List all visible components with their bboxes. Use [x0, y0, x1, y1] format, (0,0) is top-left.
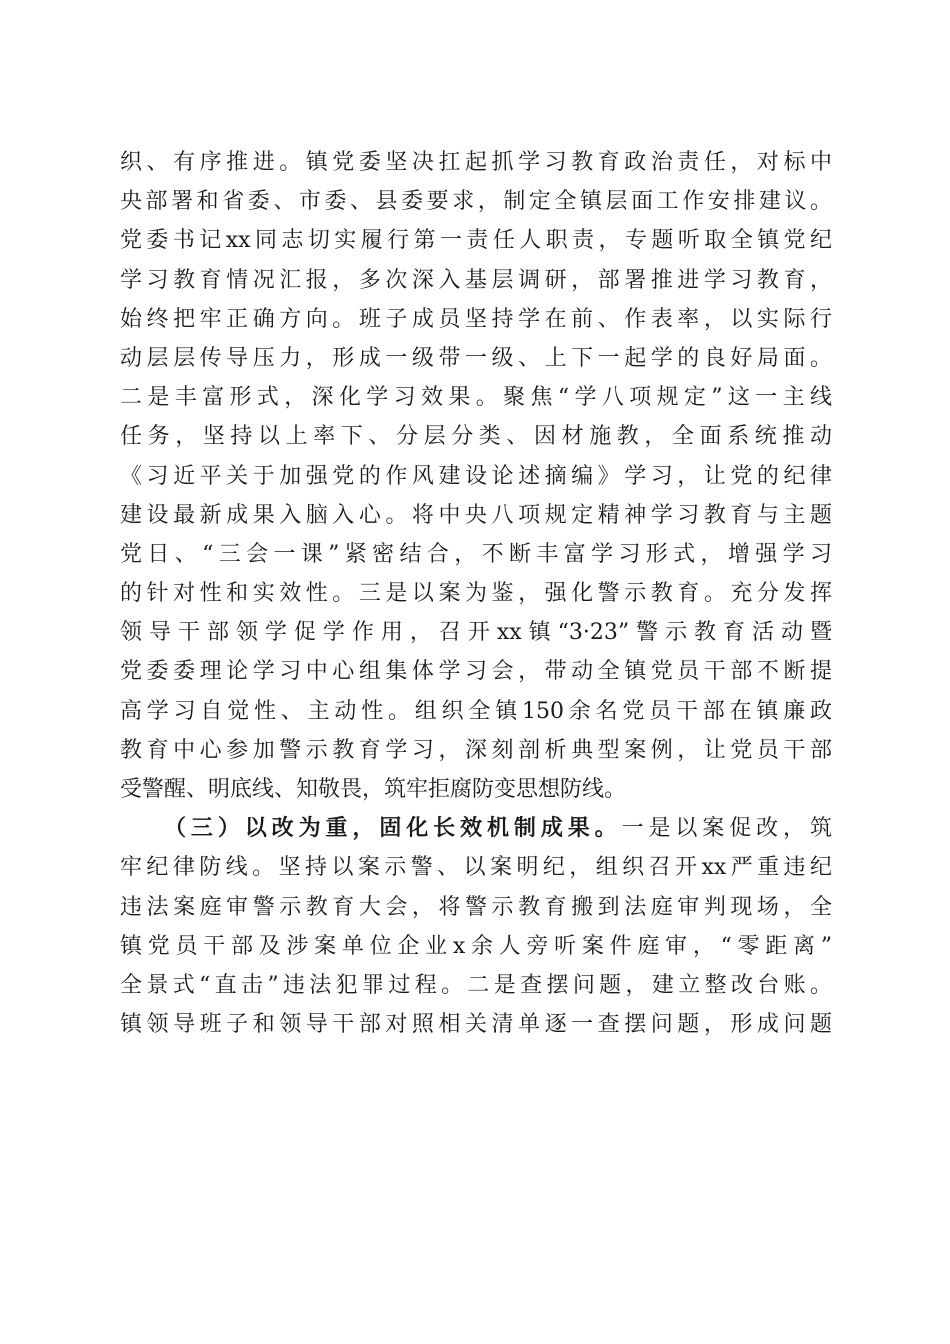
text-line: 党日、“三会一课”紧密结合，不断丰富学习形式，增强学习 [120, 541, 832, 567]
text-line: 牢纪律防线。坚持以案示警、以案明纪，组织召开xx严重违纪 [120, 855, 832, 881]
text-line: 高学习自觉性、主动性。组织全镇150余名党员干部在镇廉政 [120, 698, 832, 724]
section-heading-line [120, 809, 832, 848]
section-heading: （三）以改为重，固化长效机制成果。 [164, 815, 622, 842]
text-line: 学习教育情况汇报，多次深入基层调研，部署推进学习教育， [120, 267, 832, 293]
text-line: 的针对性和实效性。三是以案为鉴，强化警示教育。充分发挥 [120, 581, 832, 607]
text-line: 任务，坚持以上率下、分层分类、因材施教，全面系统推动 [120, 424, 832, 450]
text-line: 《习近平关于加强党的作风建设论述摘编》学习，让党的纪律 [120, 463, 832, 489]
text-line: 党委委理论学习中心组集体学习会，带动全镇党员干部不断提 [120, 659, 832, 685]
text-line: 始终把牢正确方向。班子成员坚持学在前、作表率，以实际行 [120, 306, 832, 332]
text-line: 全景式“直击”违法犯罪过程。二是查摆问题，建立整改台账。 [120, 972, 832, 998]
text-line: 动层层传导压力，形成一级带一级、上下一起学的良好局面。 [120, 345, 832, 371]
text-line: 央部署和省委、市委、县委要求，制定全镇层面工作安排建议。 [120, 189, 832, 215]
section-heading-continuation: 一是以案促改，筑 [621, 816, 832, 842]
body-text [120, 143, 832, 1044]
text-line: 党委书记xx同志切实履行第一责任人职责，专题听取全镇党纪 [120, 228, 832, 254]
text-line: 受警醒、明底线、知敬畏，筑牢拒腐防变思想防线。 [120, 777, 627, 802]
text-line: 镇党员干部及涉案单位企业x余人旁听案件庭审，“零距离” [120, 933, 832, 959]
text-line: 违法案庭审警示教育大会，将警示教育搬到法庭审判现场，全 [120, 894, 832, 920]
text-line: 织、有序推进。镇党委坚决扛起抓学习教育政治责任，对标中 [120, 150, 832, 175]
text-line: 教育中心参加警示教育学习，深刻剖析典型案例，让党员干部 [120, 737, 832, 763]
text-line: 领导干部领学促学作用，召开xx镇“3·23”警示教育活动暨 [120, 620, 832, 646]
text-line: 二是丰富形式，深化学习效果。聚焦“学八项规定”这一主线 [120, 385, 832, 411]
text-line: 建设最新成果入脑入心。将中央八项规定精神学习教育与主题 [120, 502, 832, 528]
text-line: 镇领导班子和领导干部对照相关清单逐一查摆问题，形成问题 [120, 1012, 832, 1038]
